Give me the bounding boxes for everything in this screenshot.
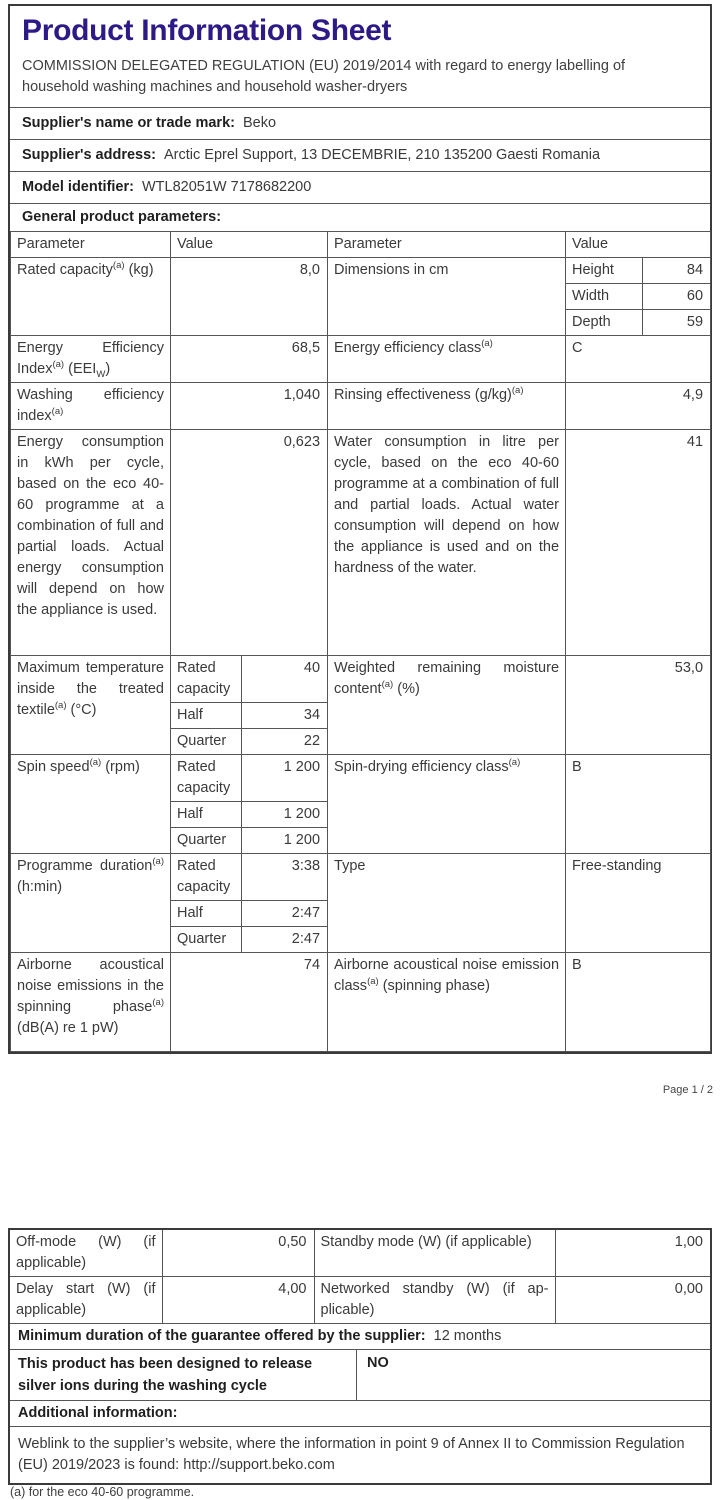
page-number: Page 1 / 2	[662, 1084, 713, 1096]
param-energy-class: Energy efficiency class$^{(a)}$	[328, 336, 566, 383]
param-eei: Energy Efficiency Index$^{(a)}$ $(EEI_W)$	[11, 336, 171, 383]
table-row-airborne-noise	[11, 953, 711, 1052]
value-water-consumption: 41	[566, 430, 711, 656]
general-parameters-table	[10, 231, 711, 1052]
dim-depth-value: 59	[643, 310, 711, 336]
silver-ions-label: This product has been designed to release silver ions during the washing cycle	[10, 1350, 357, 1400]
header-parameter-2: Parameter	[328, 232, 566, 258]
sub-label-rated-capacity: Rated capacity	[171, 656, 242, 703]
supplier-address-value: Arctic Eprel Support, 13 DECEMBRIE, 210 135200 Gaesti Romania	[164, 147, 601, 163]
table-row-spin-speed	[11, 755, 711, 802]
general-parameters-label: General product parameters:	[22, 209, 222, 225]
sub-label-rated-capacity: Rated capacity	[171, 755, 242, 802]
sub-label-quarter: Quarter	[171, 729, 242, 755]
value-rinsing: 4,9	[566, 383, 711, 430]
header-value-2: Value	[566, 232, 711, 258]
param-rated-capacity: Rated capacity$^{(a)}$ (kg)	[11, 258, 171, 336]
dim-height-value: 84	[643, 258, 711, 284]
table-row-programme-duration	[11, 854, 711, 901]
param-dimensions: Dimensions in cm	[328, 258, 566, 336]
sub-label-half: Half	[171, 802, 242, 828]
param-networked-standby: Networked standby (W) (if applicable)	[314, 1277, 555, 1324]
param-water-consumption: Water consumption in litre per cycle, based on the eco 40-60 programme at a combination of full and partial loads. Actual water consumption will depend on how the appliance is used and on the hardness of the water.	[328, 430, 566, 656]
weblink-row	[10, 1426, 710, 1483]
table-row-washing-efficiency	[11, 383, 711, 430]
table-row-delay-start	[10, 1277, 710, 1324]
sub-label-quarter: Quarter	[171, 828, 242, 854]
value-energy-consumption: 0,623	[171, 430, 328, 656]
guarantee-label: Minimum duration of the guarantee offered by the supplier:	[18, 1328, 426, 1344]
guarantee-value: 12 months	[433, 1328, 502, 1344]
regulation-text: COMMISSION DELEGATED REGULATION (EU) 2019/2014 with regard to energy labelling of household washing machines and household washer-dryers	[22, 58, 626, 95]
param-noise-class: Airborne acoustical noise emission class$^{(a)}$ (spinning phase)	[328, 953, 566, 1052]
dim-width-label: Width	[566, 284, 643, 310]
dim-width-value: 60	[643, 284, 711, 310]
supplier-name-value: Beko	[242, 115, 277, 131]
info-sheet-box	[8, 4, 712, 1054]
sub-value-half: 1 200	[242, 802, 328, 828]
param-washing-efficiency: Washing efficiency index$^{(a)}$	[11, 383, 171, 430]
supplier-address-label: Supplier's address:	[22, 147, 156, 163]
power-modes-table	[10, 1230, 710, 1323]
sub-label-quarter: Quarter	[171, 927, 242, 953]
header-parameter-1: Parameter	[11, 232, 171, 258]
weblink-text: Weblink to the supplier’s website, where the information in point 9 of Annex II to Commission Regulation (EU) 2019/2023 is found:	[18, 1436, 685, 1473]
value-airborne-noise: 74	[171, 953, 328, 1052]
footnote-eco-programme: (a) for the eco 40-60 programme.	[10, 1485, 195, 1499]
param-programme-duration: Programme duration$^{(a)}$ (h:min)	[11, 854, 171, 953]
additional-information-row	[10, 1400, 710, 1426]
value-delay-start: 4,00	[162, 1277, 314, 1324]
value-energy-class: C	[566, 336, 711, 383]
supplier-address-row	[10, 139, 710, 171]
sub-value-quarter: 1 200	[242, 828, 328, 854]
sub-value-rated-capacity: 40	[242, 656, 328, 703]
value-washing-efficiency: 1,040	[171, 383, 328, 430]
param-energy-consumption: Energy consumption in kWh per cycle, based on the eco 40-60 programme at a combination of full and partial loads. Actual energy consumption will depend on how the appliance is used.	[11, 430, 171, 656]
model-identifier-row	[10, 171, 710, 203]
sub-value-rated-capacity: 3:38	[242, 854, 328, 901]
value-networked-standby: 0,00	[555, 1277, 710, 1324]
sub-label-half: Half	[171, 703, 242, 729]
value-type: Free-standing	[566, 854, 711, 953]
silver-ions-row	[10, 1349, 710, 1400]
additional-information-label: Additional information:	[18, 1405, 178, 1421]
dim-height-label: Height	[566, 258, 643, 284]
weblink-url: http://support.beko.com	[183, 1457, 335, 1473]
title-block	[10, 6, 710, 107]
param-rinsing: Rinsing effectiveness $(g/kg)^{(a)}$	[328, 383, 566, 430]
sub-value-quarter: 22	[242, 729, 328, 755]
table-header-row	[11, 232, 711, 258]
sub-value-half: 34	[242, 703, 328, 729]
table-row-max-temperature	[11, 656, 711, 703]
dim-depth-label: Depth	[566, 310, 643, 336]
value-rated-capacity: 8,0	[171, 258, 328, 336]
guarantee-row	[10, 1323, 710, 1349]
value-standby: 1,00	[674, 1234, 703, 1250]
param-standby: Standby mode (W) (if applicable)	[314, 1230, 555, 1277]
sub-label-rated-capacity: Rated capacity	[171, 854, 242, 901]
value-eei: 68,5	[171, 336, 328, 383]
supplier-name-label: Supplier's name or trade mark:	[22, 115, 235, 131]
param-type: Type	[328, 854, 566, 953]
value-spin-drying-class: B	[566, 755, 711, 854]
value-moisture: 53,0	[566, 656, 711, 755]
model-identifier-label: Model identifier:	[22, 179, 134, 195]
silver-ions-value: NO	[367, 1355, 389, 1371]
supplier-name-row	[10, 107, 710, 139]
power-modes-box	[8, 1228, 712, 1485]
table-row-rated-capacity	[11, 258, 711, 284]
param-moisture: Weighted remaining moisture content$^{(a)}$ (%)	[328, 656, 566, 755]
value-noise-class: B	[566, 953, 711, 1052]
param-airborne-noise: Airborne acoustical noise emissions in the spinning phase$^{(a)}$ (dB(A) re 1 pW)	[11, 953, 171, 1052]
sub-label-half: Half	[171, 901, 242, 927]
table-row-energy-consumption	[11, 430, 711, 656]
general-parameters-row	[10, 203, 710, 231]
sub-value-half: 2:47	[242, 901, 328, 927]
param-spin-drying-class: Spin-drying efficiency class$^{(a)}$	[328, 755, 566, 854]
table-row-eei	[11, 336, 711, 383]
header-value-1: Value	[171, 232, 328, 258]
param-delay-start: Delay start (W) (if applicable)	[10, 1277, 162, 1324]
param-off-mode: Off-mode (W) (if applicable)	[10, 1230, 162, 1277]
param-spin-speed: Spin speed$^{(a)}$ (rpm)	[11, 755, 171, 854]
sub-value-quarter: 2:47	[242, 927, 328, 953]
sub-value-rated-capacity: 1 200	[242, 755, 328, 802]
param-max-temperature: Maximum temperature inside the treated textile$^{(a)}$ (°C)	[11, 656, 171, 755]
page-title: Product Information Sheet	[22, 14, 392, 47]
model-identifier-value: WTL82051W 7178682200	[141, 179, 312, 195]
table-row-off-mode	[10, 1230, 710, 1277]
value-off-mode: 0,50	[162, 1230, 314, 1277]
